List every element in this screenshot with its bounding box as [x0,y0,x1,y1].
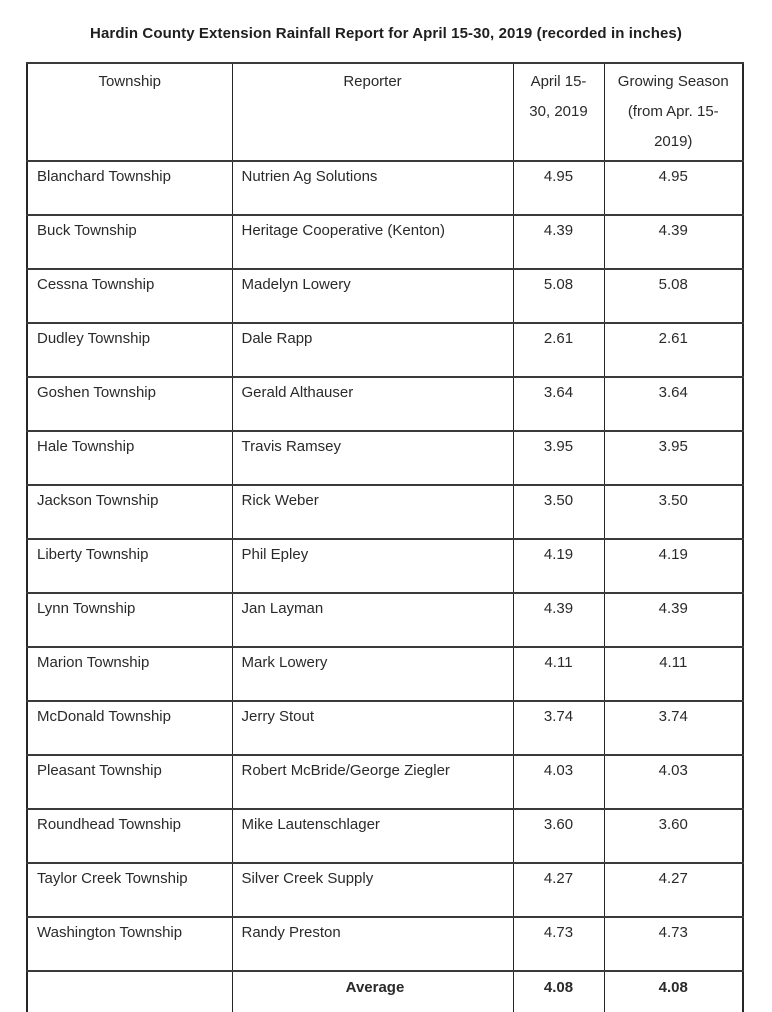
rainfall-table [26,62,744,1012]
reporter-cell: Gerald Althauser [232,377,513,431]
reporter-cell: Randy Preston [232,917,513,971]
season-rainfall-cell: 3.64 [604,377,743,431]
season-rainfall-cell: 4.39 [604,593,743,647]
township-cell: Dudley Township [27,323,232,377]
table-row [27,161,743,215]
table-row [27,863,743,917]
april-rainfall-cell: 4.11 [513,647,604,701]
reporter-header-label: Reporter [343,73,402,90]
season-rainfall-cell: 5.08 [604,269,743,323]
reporter-cell: Silver Creek Supply [232,863,513,917]
township-cell: Lynn Township [27,593,232,647]
reporter-cell: Madelyn Lowery [232,269,513,323]
table-row [27,647,743,701]
table-row [27,215,743,269]
report-title: Hardin County Extension Rainfall Report for April 15-30, 2019 (recorded in inches) [90,25,682,42]
april-rainfall-cell: 3.60 [513,809,604,863]
township-cell: Blanchard Township [27,161,232,215]
april-rainfall-cell: 2.61 [513,323,604,377]
township-cell: Roundhead Township [27,809,232,863]
season-column-header [604,63,743,161]
township-cell: Pleasant Township [27,755,232,809]
april-rainfall-cell: 3.74 [513,701,604,755]
season-rainfall-cell: 4.73 [604,917,743,971]
township-header-label: Township [98,73,162,90]
april-rainfall-cell: 3.64 [513,377,604,431]
season-header-line3: 2019) [654,133,693,150]
reporter-cell: Heritage Cooperative (Kenton) [232,215,513,269]
reporter-cell: Phil Epley [232,539,513,593]
reporter-cell: Dale Rapp [232,323,513,377]
reporter-cell: Robert McBride/George Ziegler [232,755,513,809]
season-rainfall-cell: 4.19 [604,539,743,593]
table-row [27,539,743,593]
april-rainfall-cell: 4.39 [513,593,604,647]
season-rainfall-cell: 4.39 [604,215,743,269]
reporter-cell: Travis Ramsey [232,431,513,485]
april-header-line1: April 15- [530,73,587,90]
season-rainfall-cell: 4.95 [604,161,743,215]
april-rainfall-cell: 4.95 [513,161,604,215]
table-row [27,377,743,431]
township-cell: Hale Township [27,431,232,485]
township-cell: Buck Township [27,215,232,269]
table-row [27,593,743,647]
season-rainfall-cell: 3.95 [604,431,743,485]
season-rainfall-cell: 3.74 [604,701,743,755]
season-rainfall-cell: 2.61 [604,323,743,377]
reporter-cell: Mark Lowery [232,647,513,701]
april-rainfall-cell: 3.95 [513,431,604,485]
april-rainfall-cell: 4.27 [513,863,604,917]
april-rainfall-cell: 4.19 [513,539,604,593]
average-april-cell: 4.08 [513,971,604,1012]
season-rainfall-cell: 3.60 [604,809,743,863]
april-rainfall-cell: 3.50 [513,485,604,539]
table-row [27,269,743,323]
season-rainfall-cell: 4.03 [604,755,743,809]
township-cell: Jackson Township [27,485,232,539]
table-row [27,917,743,971]
table-row [27,323,743,377]
average-empty-cell [27,971,232,1012]
april-rainfall-cell: 4.39 [513,215,604,269]
township-cell: Taylor Creek Township [27,863,232,917]
table-row [27,701,743,755]
township-cell: Goshen Township [27,377,232,431]
april-column-header [513,63,604,161]
average-season-cell: 4.08 [604,971,743,1012]
table-header-row [27,63,743,161]
reporter-cell: Jan Layman [232,593,513,647]
season-header-line2: (from Apr. 15- [627,103,719,120]
table-row [27,755,743,809]
reporter-cell: Jerry Stout [232,701,513,755]
table-row [27,485,743,539]
reporter-cell: Mike Lautenschlager [232,809,513,863]
season-rainfall-cell: 4.27 [604,863,743,917]
township-cell: McDonald Township [27,701,232,755]
average-row [27,971,743,1012]
township-column-header [27,63,232,161]
table-row [27,431,743,485]
reporter-cell: Rick Weber [232,485,513,539]
season-header-line1: Growing Season [617,73,729,90]
average-label: Average [232,971,513,1012]
reporter-column-header [232,63,513,161]
april-rainfall-cell: 5.08 [513,269,604,323]
april-rainfall-cell: 4.73 [513,917,604,971]
reporter-cell: Nutrien Ag Solutions [232,161,513,215]
township-cell: Washington Township [27,917,232,971]
township-cell: Marion Township [27,647,232,701]
township-cell: Cessna Township [27,269,232,323]
april-header-line2: 30, 2019 [529,103,588,120]
table-row [27,809,743,863]
april-rainfall-cell: 4.03 [513,755,604,809]
season-rainfall-cell: 3.50 [604,485,743,539]
season-rainfall-cell: 4.11 [604,647,743,701]
township-cell: Liberty Township [27,539,232,593]
